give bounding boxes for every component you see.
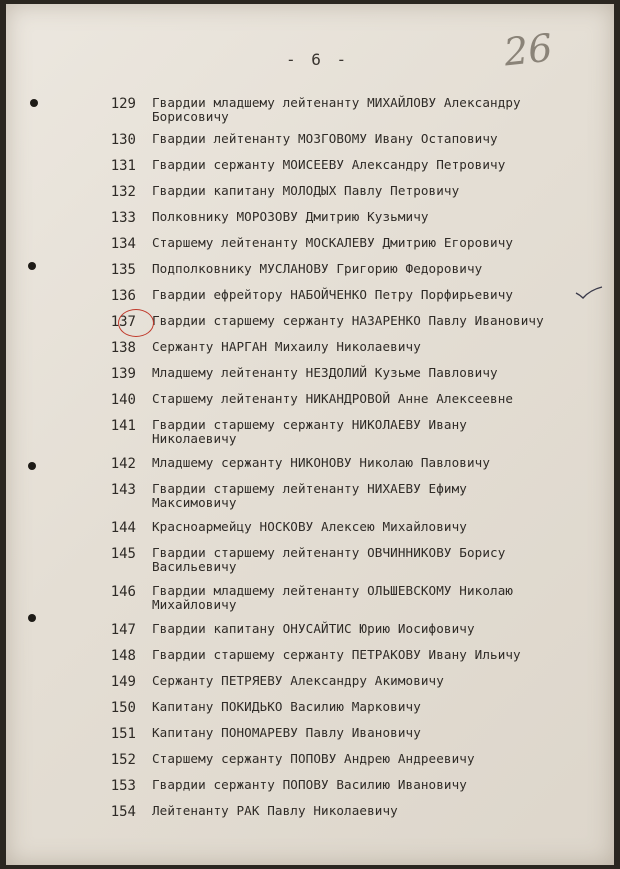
entry-number: 143 (110, 482, 136, 498)
entry-number: 151 (110, 726, 136, 742)
entry-number: 136 (110, 288, 136, 304)
entry-number: 130 (110, 132, 136, 148)
entry-number: 154 (110, 804, 136, 820)
entry-text: Гвардии старшему лейтенанту ОВЧИННИКОВУ Борису Васильевичу (152, 545, 506, 574)
award-list (6, 96, 614, 830)
entry-number: 152 (110, 752, 136, 768)
entry-text: Лейтенанту РАК Павлу Николаевичу (152, 803, 398, 818)
entry-number: 142 (110, 456, 136, 472)
entry-text: Капитану ПОКИДЬКО Василию Марковичу (152, 699, 421, 714)
entry-text: Гвардии младшему лейтенанту ОЛЬШЕВСКОМУ Николаю Михайловичу (152, 583, 514, 612)
list-item (6, 546, 614, 584)
entry-text: Гвардии сержанту ПОПОВУ Василию Ивановичу (152, 777, 467, 792)
list-item (6, 456, 614, 482)
entry-text: Гвардии старшему лейтенанту НИХАЕВУ Ефиму Максимовичу (152, 481, 467, 510)
list-item (6, 584, 614, 622)
entry-text: Подполковнику МУСЛАНОВУ Григорию Федоровичу (152, 261, 483, 276)
red-circle-mark (118, 309, 154, 337)
entry-number: 131 (110, 158, 136, 174)
entry-text: Младшему лейтенанту НЕЗДОЛИЙ Кузьме Павловичу (152, 365, 498, 380)
entry-text: Гвардии старшему сержанту ПЕТРАКОВУ Ивану Ильичу (152, 647, 521, 662)
entry-number: 139 (110, 366, 136, 382)
list-item (6, 184, 614, 210)
list-item (6, 520, 614, 546)
entry-text: Капитану ПОНОМАРЕВУ Павлу Ивановичу (152, 725, 421, 740)
list-item (6, 158, 614, 184)
list-item (6, 778, 614, 804)
entry-number: 147 (110, 622, 136, 638)
list-item (6, 366, 614, 392)
entry-number: 144 (110, 520, 136, 536)
entry-number: 129 (110, 96, 136, 112)
page-number: - 6 - (286, 50, 350, 69)
entry-number: 141 (110, 418, 136, 434)
entry-number: 135 (110, 262, 136, 278)
entry-text: Старшему сержанту ПОПОВУ Андрею Андреевичу (152, 751, 475, 766)
entry-number: 148 (110, 648, 136, 664)
entry-number: 145 (110, 546, 136, 562)
list-item (6, 262, 614, 288)
entry-number: 138 (110, 340, 136, 356)
entry-text: Младшему сержанту НИКОНОВУ Николаю Павловичу (152, 455, 491, 470)
entry-text: Полковнику МОРОЗОВУ Дмитрию Кузьмичу (152, 209, 429, 224)
entry-number: 137 (110, 314, 136, 330)
entry-text: Гвардии капитану МОЛОДЫХ Павлу Петровичу (152, 183, 460, 198)
list-item (6, 674, 614, 700)
entry-number: 133 (110, 210, 136, 226)
entry-number: 134 (110, 236, 136, 252)
list-item (6, 622, 614, 648)
entry-number: 132 (110, 184, 136, 200)
entry-text: Старшему лейтенанту НИКАНДРОВОЙ Анне Алексеевне (152, 391, 514, 406)
entry-number: 140 (110, 392, 136, 408)
entry-number: 153 (110, 778, 136, 794)
entry-text: Гвардии старшему сержанту НИКОЛАЕВУ Ивану Николаевичу (152, 417, 467, 446)
entry-text: Гвардии старшему сержанту НАЗАРЕНКО Павлу Ивановичу (152, 313, 544, 328)
list-item (6, 236, 614, 262)
list-item (6, 418, 614, 456)
list-item (6, 392, 614, 418)
entry-text: Гвардии ефрейтору НАБОЙЧЕНКО Петру Порфирьевичу (152, 287, 514, 302)
list-item (6, 700, 614, 726)
list-item (6, 804, 614, 830)
entry-number: 149 (110, 674, 136, 690)
entry-text: Гвардии капитану ОНУСАЙТИС Юрию Иосифовичу (152, 621, 475, 636)
list-item (6, 340, 614, 366)
list-item (6, 648, 614, 674)
entry-text: Гвардии сержанту МОИСЕЕВУ Александру Петровичу (152, 157, 506, 172)
list-item (6, 288, 614, 314)
list-item (6, 752, 614, 778)
entry-number: 150 (110, 700, 136, 716)
list-item (6, 210, 614, 236)
list-item (6, 314, 614, 340)
entry-text: Сержанту ПЕТРЯЕВУ Александру Акимовичу (152, 673, 444, 688)
document-page (6, 4, 614, 865)
entry-text: Старшему лейтенанту МОСКАЛЕВУ Дмитрию Егоровичу (152, 235, 514, 250)
entry-text: Гвардии младшему лейтенанту МИХАЙЛОВУ Александру Борисовичу (152, 95, 521, 124)
entry-text: Гвардии лейтенанту МОЗГОВОМУ Ивану Остаповичу (152, 131, 498, 146)
list-item (6, 726, 614, 752)
entry-text: Красноармейцу НОСКОВУ Алексею Михайловичу (152, 519, 467, 534)
entry-number: 146 (110, 584, 136, 600)
list-item (6, 132, 614, 158)
list-item (6, 482, 614, 520)
check-mark-icon (574, 286, 604, 300)
handwritten-folio-number: 26 (501, 25, 555, 75)
list-item (6, 96, 614, 132)
entry-text: Сержанту НАРГАН Михаилу Николаевичу (152, 339, 421, 354)
